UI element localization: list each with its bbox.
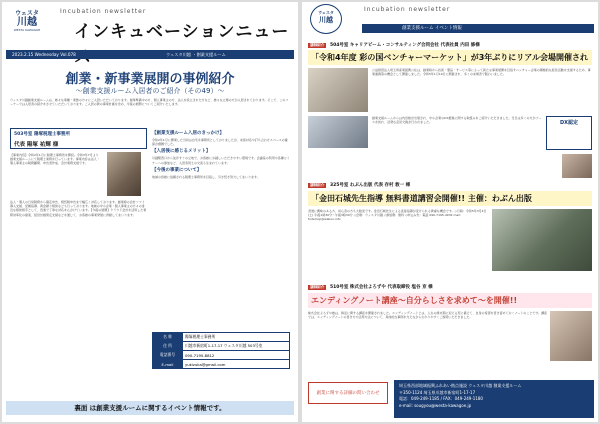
table-key: 名 称 <box>153 333 183 342</box>
newsletter-label: Incubation newsletter <box>364 6 451 13</box>
business-description: 【事業内容】令和2年1月に税理士事務所を開設。令和3年7月より創業支援ルームにて税理士業務を行っています。事業内容は法人・個人事業主の税務顧問、申告書作成、会計業務支援です。 <box>10 153 100 166</box>
table-value: 川越市新宿町1-17-17 ウェスタ川越 503号室 <box>183 342 290 351</box>
logo-arc-text: ウェスタ <box>15 10 39 17</box>
westa-kawagoe-logo <box>310 4 342 34</box>
back-page-notice: 裏面 は創業支援ルームに関するイベント情報です。 <box>6 401 294 415</box>
newsletter-back-page <box>302 2 598 422</box>
event-2-presenter: 325号室 わぶん出版 代表 存村 敦一 様 <box>329 183 411 188</box>
event-1-photo <box>308 68 368 112</box>
page-subheadline: ～創業支援ルーム入居者のご紹介（その49）～ <box>75 87 225 95</box>
logo-main-text: 川越 <box>319 16 333 24</box>
logo-main-text: 川越 <box>17 17 37 28</box>
table-row <box>153 342 290 351</box>
section-heading-reason: 【創業支援ルーム入居のきっかけ】 <box>152 131 224 136</box>
logo-sub-text: WESTA KAWAGOE <box>13 28 41 32</box>
table-value[interactable]: yukizuka@gmail.com <box>183 360 290 369</box>
company-info-table <box>152 332 290 369</box>
event-1-text: 公益財団法人埼玉県産業振興公社は、創業時から技術・製品・サービス等によって新たな事業展開を目指すベンチャー企業の積極的な経営活動を支援するため、事業連携等の機会として開催しました。令和5年1月19日に開催され、多くの来場者で賑わいました。 <box>372 68 591 77</box>
company-name: 503号室 陽塚税理士事務所 <box>14 132 70 137</box>
event-1-presenter-photo <box>562 154 592 178</box>
event-1-presenter: 504号室 キャリアビーム・コンサルティング合同会社 代表社員 内田 修様 <box>329 43 480 48</box>
table-value: 090-7195-8812 <box>183 351 290 360</box>
contact-line: 埼玉県西部地域振興ふれあい拠点施設 ウェスタ川越 創業支援ルーム <box>399 383 522 388</box>
event-3-title: エンディングノート講座～自分らしさを求めて～を開催!! <box>308 293 592 308</box>
table-key: 電話番号 <box>153 351 183 360</box>
page-headline: 創業・新事業展開の事例紹介 <box>65 72 235 87</box>
event-tag: 講師紹介 <box>310 183 325 187</box>
newsletter-front-page <box>2 2 298 422</box>
table-key: E-mail <box>153 360 183 369</box>
event-info-bar: 創業支援ルーム イベント情報 <box>362 24 594 33</box>
representative-photo <box>107 152 141 196</box>
company-representative: 代表 陽塚 祐輝 様 <box>14 142 59 148</box>
table-value: 陽塚税理士事務所 <box>183 333 290 342</box>
event-1-header <box>308 42 592 48</box>
event-1-title: 「令和4年度 彩の国ベンチャーマーケット」が3年ぶりにリアル会場開催され <box>308 50 592 65</box>
dx-label: DX認定 <box>559 120 578 126</box>
event-2-header <box>308 182 592 188</box>
contact-line: 〒350-1124 埼玉県川越市新宿町1-17-17 <box>399 389 476 395</box>
event-3-text: 株式会社よろずや様は、終活に関する講座を開催されました。エンディングノートとは、人生の終末期に迎える死に備えて、自身の希望を書き留めておくノートのことです。講座では、エンディングノートの書き方や活用方法について、具体的な事例を交えながらわかりやすくご説明いただきました。 <box>308 311 548 320</box>
section-text-future: 地域の皆様に信頼される税理士事務所を目指し、引き続き努力してまいります。 <box>152 174 260 179</box>
contact-line[interactable]: e-mail: sougyou@westa-kawagoe.jp <box>399 402 472 408</box>
event-3-presenter: 510号室 株式会社よろずや 代表取締役 塩谷 京 様 <box>329 285 433 290</box>
company-profile-column <box>10 128 147 396</box>
table-row <box>153 360 290 369</box>
table-row <box>153 333 290 342</box>
issue-bar <box>6 50 294 59</box>
section-text-reason: 令和2年1月に開業した当初は自宅を事務所としておりましたが、来客対応や打ち合わせスペースの確保が課題でした。 <box>152 138 288 147</box>
newsletter-label: Incubation newsletter <box>60 8 147 15</box>
event-3-photo <box>550 311 592 361</box>
section-heading-merits: 【入居後に感じるメリット】 <box>152 149 211 155</box>
event-2-title: 「金田石城先生指導 無料書道講習会開催!! 主催：わぶん出版 <box>308 191 592 206</box>
table-row <box>153 351 290 360</box>
event-1-text-2: 創業支援ルームからは内田様が出展され、中小企業のDX推進に関する取組みをご紹介いただきました。当日は多くの方がブースを訪れ、活発な意見交換が行われました。 <box>372 116 542 125</box>
issue-date: 2023.2.15 Wednesday Vol.078 <box>12 52 76 57</box>
issue-org: ウェスタ川越 ・創業支援ルーム <box>166 52 226 57</box>
company-header <box>10 128 147 149</box>
logo-arc-text: ウェスタ <box>318 10 334 15</box>
newsletter-title: インキュベーションニュー <box>74 22 290 42</box>
section-text-merits: 川越駅西口から徒歩すぐの立地で、お客様にお越しいただきやすい環境です。会議室の利用や各種セミナーへの参加など、入居者同士の交流も生まれています。 <box>152 156 290 165</box>
section-heading-future: 【今後の事業について】 <box>152 167 202 173</box>
contact-line: 電話：049-249-1185 / FAX：049-249-1180 <box>399 396 483 401</box>
intro-paragraph: ウェスタ川越創業支援ルームは、様々な業種・業態の方々にご入居いただいております。創業準備中の方、個人事業主の方、法人を設立された方など、様々な立場の方が入居されております。そこで、このコーナーでは入居者の紹介をさせていただいております。ご入居の際の事業計画を含め、今後の展開についてご紹介いたします。 <box>10 98 289 107</box>
event-2-photo <box>492 209 592 271</box>
event-3-header <box>308 284 592 290</box>
contact-box <box>394 380 594 418</box>
inquiry-label: 創業に関する詳細の問い合わせ <box>308 382 388 404</box>
dx-certification-box <box>546 116 592 150</box>
event-tag: 講師紹介 <box>310 285 325 289</box>
event-1-booth-photo <box>308 116 368 148</box>
event-2-text: 書道に興味のある方、初心者の方も大歓迎です。金田石城先生による直接指導が受けられる貴重な機会です。◇日時：令和5年3月4日(土) 午後1時30分～午後3時30分 ◇会場：ウェスタ川越 ◇参加費：無料 ◇申込み先：電話 090-7195-4932 mail: fudemoji@wabun.info <box>308 209 487 222</box>
table-key: 住 所 <box>153 342 183 351</box>
business-details: 法人・個人の日常税務から確定申告、相続税申告まで幅広く対応しております。創業時の会計ソフト導入支援、記帳指導、資金繰り相談なども行っております。地域の中小企業・個人事業主の方々の身近な相談相手として、迅速で丁寧な対応を心がけています。【今後の展開】クラウド会計を活用した業務効率化の提案、経営計画策定支援などを通じて、お客様の事業発展に貢献してまいります。 <box>10 200 147 217</box>
event-tag: 講師紹介 <box>310 43 325 47</box>
westa-kawagoe-logo <box>8 8 46 44</box>
